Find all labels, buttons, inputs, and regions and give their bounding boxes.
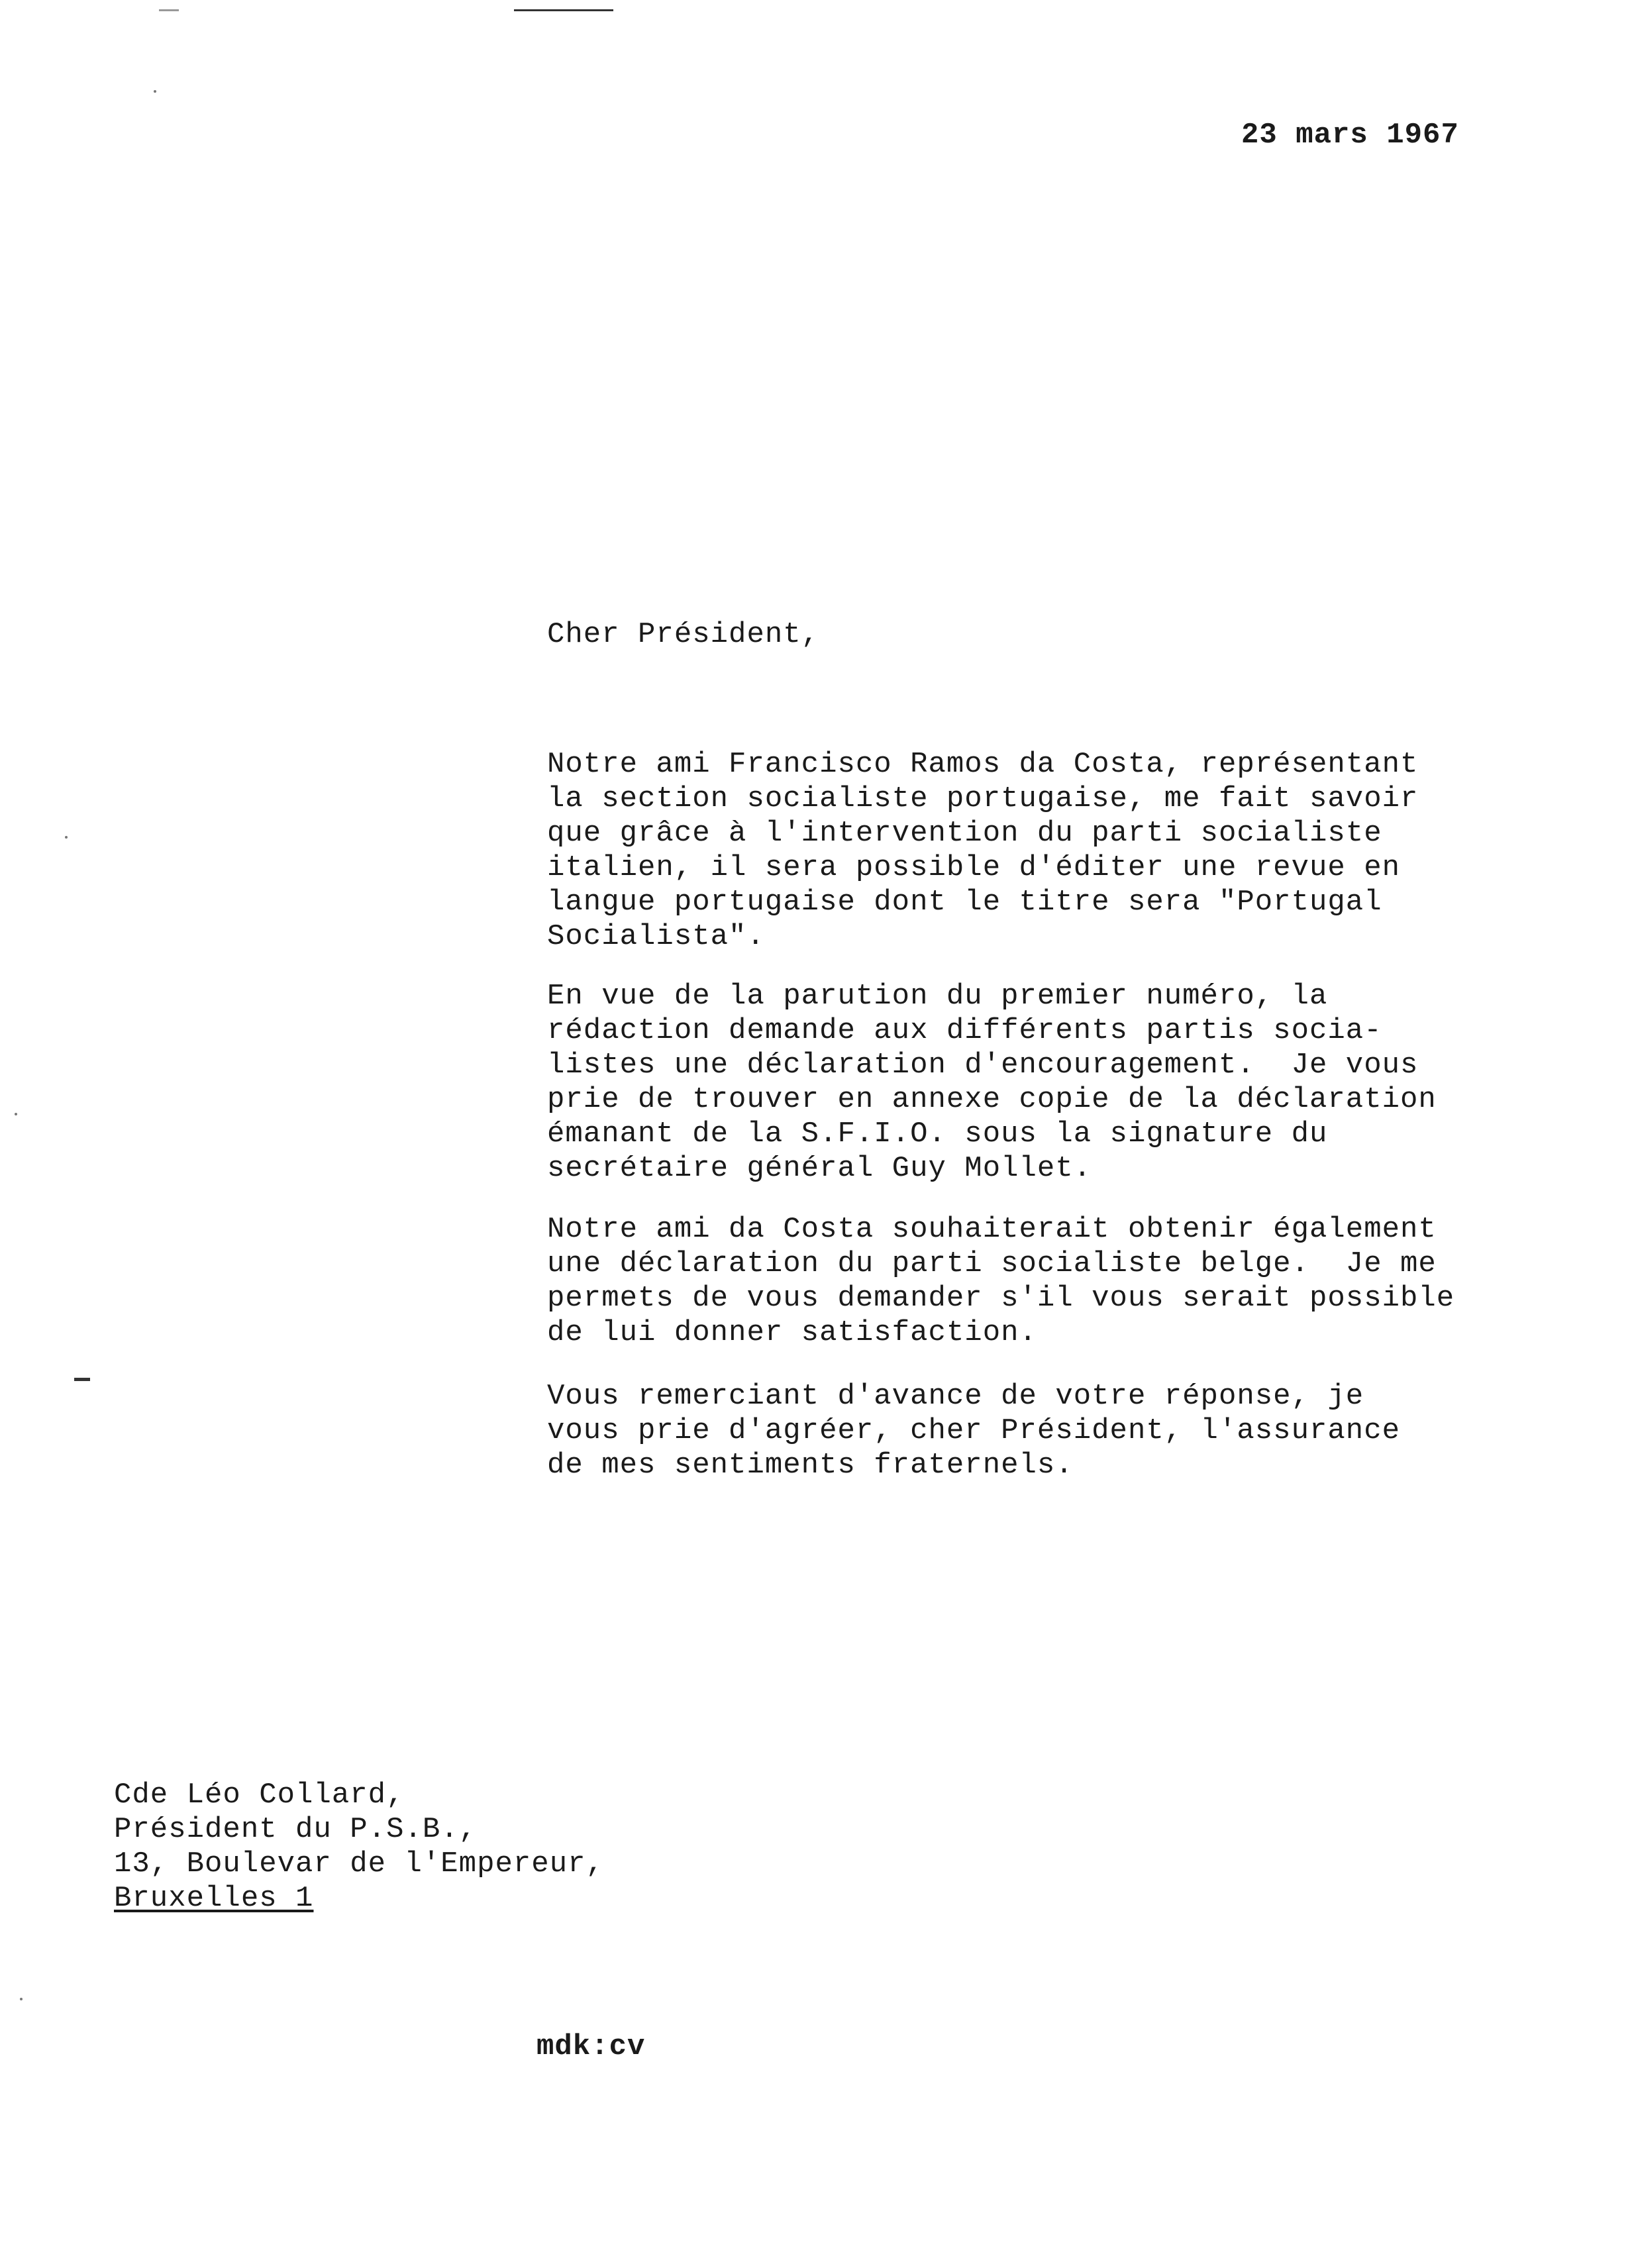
- paragraph-line: Notre ami Francisco Ramos da Costa, représentant: [547, 748, 1419, 781]
- reference-initials: mdk:cv: [536, 2030, 646, 2063]
- paragraph-line: langue portugaise dont le titre sera "Portugal: [547, 886, 1382, 919]
- scan-mark-top-small: [159, 9, 179, 11]
- paragraph-4: [547, 1379, 1580, 1482]
- paragraph-line: de mes sentiments fraternels.: [547, 1449, 1074, 1482]
- letter-date: 23 mars 1967: [1241, 119, 1459, 152]
- address-city: Bruxelles 1: [114, 1882, 314, 1915]
- address-line: Cde Léo Collard,: [114, 1778, 405, 1812]
- scan-dot: [154, 90, 156, 93]
- paragraph-line: une déclaration du parti socialiste belge. Je me: [547, 1247, 1437, 1280]
- paragraph-line: de lui donner satisfaction.: [547, 1316, 1037, 1349]
- paragraph-line: listes une déclaration d'encouragement. Je vous: [547, 1049, 1419, 1082]
- scan-dot: [65, 836, 68, 839]
- paragraph-line: émanant de la S.F.I.O. sous la signature du: [547, 1117, 1328, 1151]
- paragraph-2: [547, 979, 1580, 1186]
- scan-mark-left: [74, 1378, 90, 1381]
- address-line: Président du P.S.B.,: [114, 1813, 478, 1846]
- paragraph-line: italien, il sera possible d'éditer une revue en: [547, 851, 1401, 884]
- scan-dot: [15, 1113, 17, 1115]
- address-line: 13, Boulevar de l'Empereur,: [114, 1847, 604, 1881]
- paragraph-line: prie de trouver en annexe copie de la déclaration: [547, 1083, 1437, 1116]
- paragraph-1: [547, 747, 1580, 954]
- paragraph-3: [547, 1212, 1580, 1350]
- paragraph-line: la section socialiste portugaise, me fait savoir: [547, 782, 1419, 815]
- paragraph-line: vous prie d'agréer, cher Président, l'assurance: [547, 1414, 1401, 1447]
- salutation: Cher Président,: [547, 618, 820, 651]
- scan-mark-top: [514, 9, 613, 11]
- paragraph-line: En vue de la parution du premier numéro, la: [547, 980, 1328, 1013]
- paragraph-line: Socialista".: [547, 920, 765, 953]
- paragraph-line: que grâce à l'intervention du parti socialiste: [547, 817, 1382, 850]
- paragraph-line: permets de vous demander s'il vous serait possible: [547, 1282, 1455, 1315]
- scan-dot: [20, 1998, 23, 2000]
- paragraph-line: Notre ami da Costa souhaiterait obtenir également: [547, 1213, 1437, 1246]
- paragraph-line: Vous remerciant d'avance de votre réponse, je: [547, 1380, 1364, 1413]
- paragraph-line: rédaction demande aux différents partis socia-: [547, 1014, 1382, 1047]
- recipient-address: [114, 1778, 604, 1916]
- paragraph-line: secrétaire général Guy Mollet.: [547, 1152, 1092, 1185]
